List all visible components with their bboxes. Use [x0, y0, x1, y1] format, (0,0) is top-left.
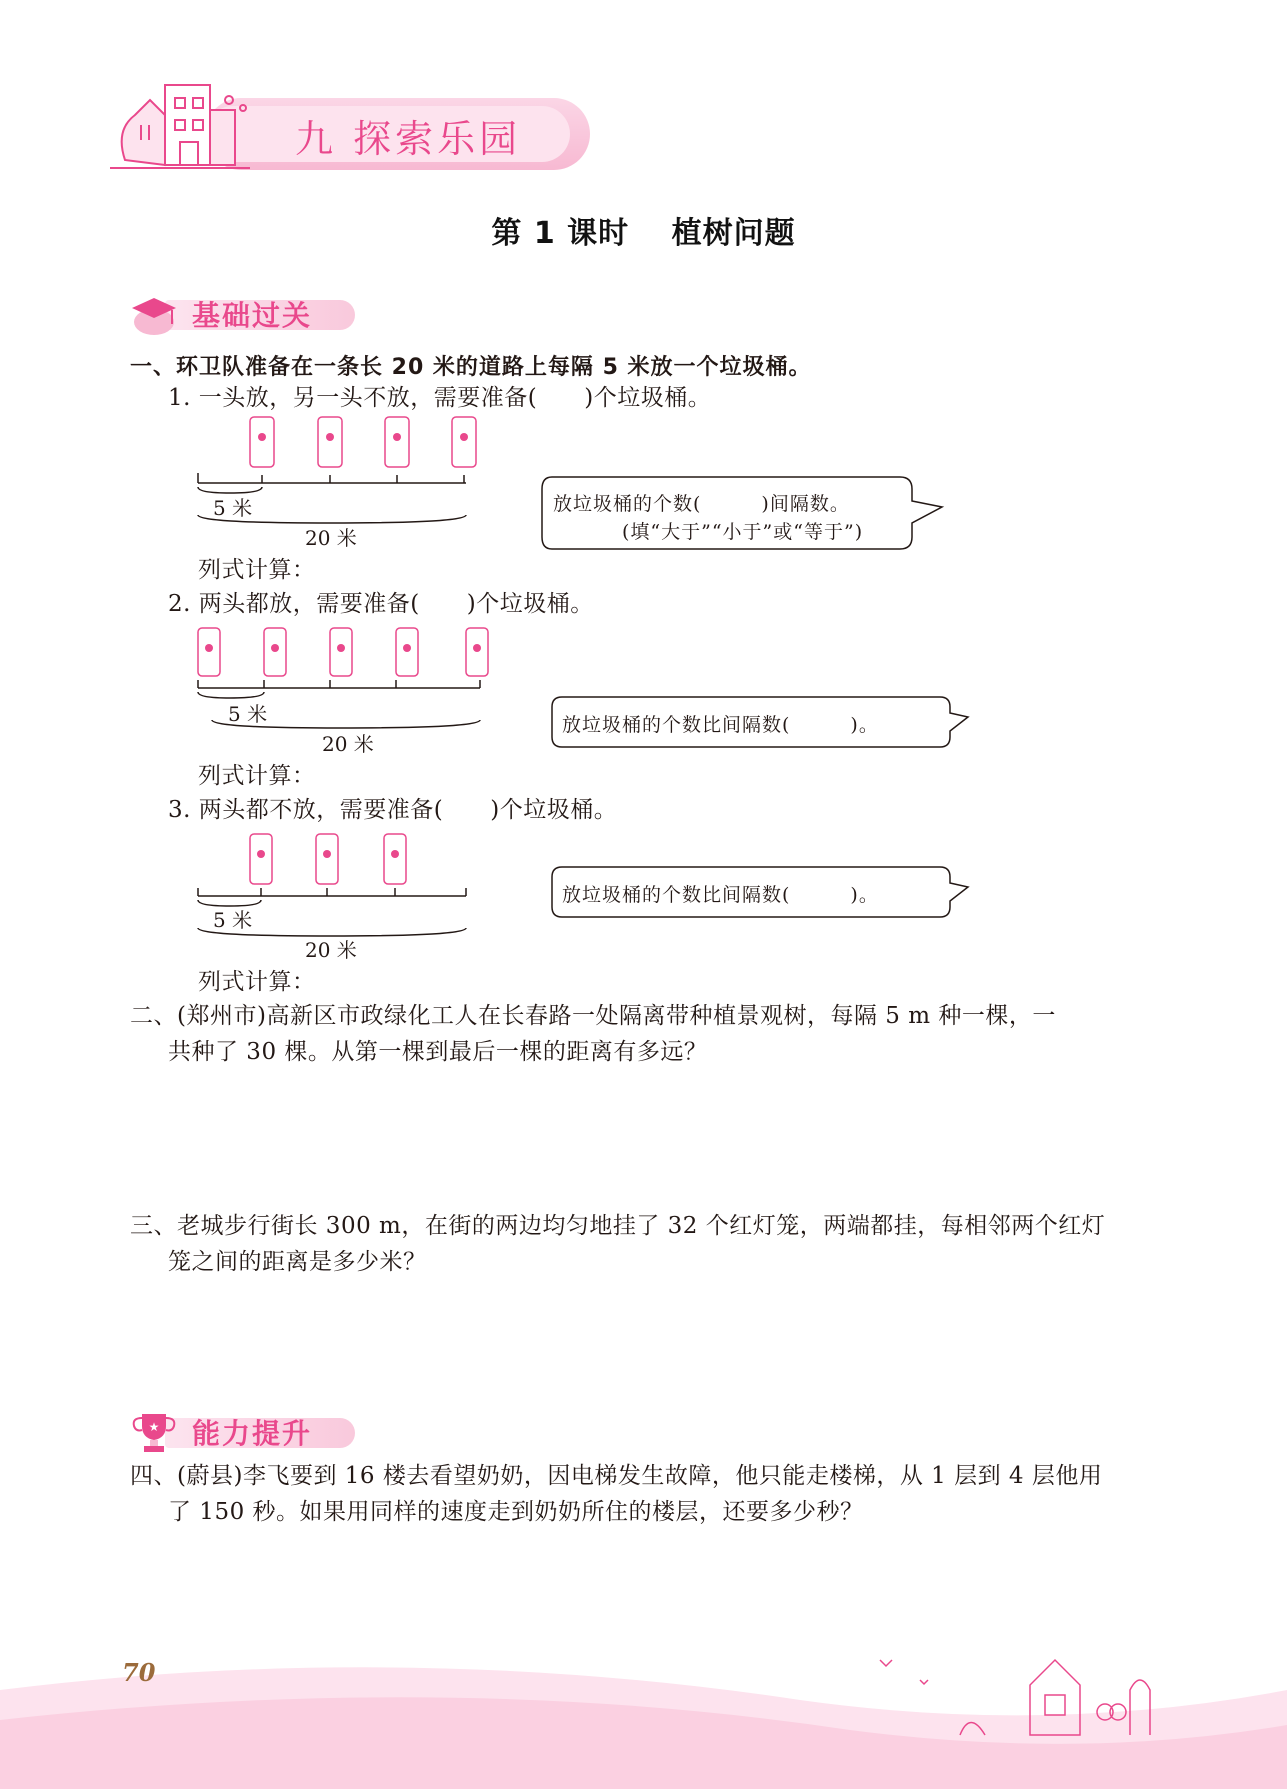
bubble-line-2: (填“大于”“小于”或“等于”): [622, 521, 864, 543]
section-title-basic: 基础过关: [192, 299, 313, 332]
bubble-line-1: 放垃圾桶的个数( )间隔数。: [553, 493, 850, 515]
question-1-prompt: 一、环卫队准备在一条长 20 米的道路上每隔 5 米放一个垃圾桶。: [130, 355, 812, 380]
school-building-icon: [105, 70, 255, 180]
interval-label: 5 米: [213, 496, 253, 520]
castle-town-icon: [860, 1640, 1190, 1740]
page-number: 70: [122, 1658, 156, 1687]
bubble-line-1: 放垃圾桶的个数比间隔数( )。: [562, 714, 879, 736]
question-2-line-2: 共种了 30 棵。从第一棵到最后一棵的距离有多远？: [168, 1039, 708, 1065]
sub-question-2: 2. 两头都放，需要准备( )个垃圾桶。: [168, 591, 594, 617]
calc-label: 列式计算：: [198, 763, 316, 789]
total-length-label: 20 米: [305, 526, 357, 550]
sub-question-1: 1. 一头放，另一头不放，需要准备( )个垃圾桶。: [168, 385, 712, 411]
question-4-line-1: 四、(蔚县)李飞要到 16 楼去看望奶奶，因电梯发生故障，他只能走楼梯，从 1 层到 4 层他用: [130, 1463, 1103, 1489]
trophy-icon: [130, 1408, 178, 1456]
total-length-label: 20 米: [322, 732, 374, 756]
lesson-title: 第 1 课时 植树问题: [491, 216, 796, 251]
section-title-ability: 能力提升: [192, 1417, 313, 1450]
unit-title: 九 探索乐园: [295, 117, 522, 161]
interval-label: 5 米: [213, 908, 253, 932]
total-length-label: 20 米: [305, 938, 357, 962]
question-3-line-1: 三、老城步行街长 300 m，在街的两边均匀地挂了 32 个红灯笼，两端都挂，每相邻两个红灯: [130, 1213, 1106, 1239]
svg-text:★: ★: [148, 1420, 160, 1434]
question-2-line-1: 二、(郑州市)高新区市政绿化工人在长春路一处隔离带种植景观树，每隔 5 m 种一棵，一: [130, 1003, 1056, 1029]
interval-label: 5 米: [228, 702, 268, 726]
question-3-line-2: 笼之间的距离是多少米？: [168, 1249, 427, 1275]
question-4-line-2: 了 150 秒。如果用同样的速度走到奶奶所住的楼层，还要多少秒？: [168, 1499, 864, 1525]
calc-label: 列式计算：: [198, 969, 316, 995]
calc-label: 列式计算：: [198, 557, 316, 583]
bubble-line-1: 放垃圾桶的个数比间隔数( )。: [562, 884, 879, 906]
graduation-cap-icon: [128, 292, 180, 338]
sub-question-3: 3. 两头都不放，需要准备( )个垃圾桶。: [168, 797, 618, 823]
